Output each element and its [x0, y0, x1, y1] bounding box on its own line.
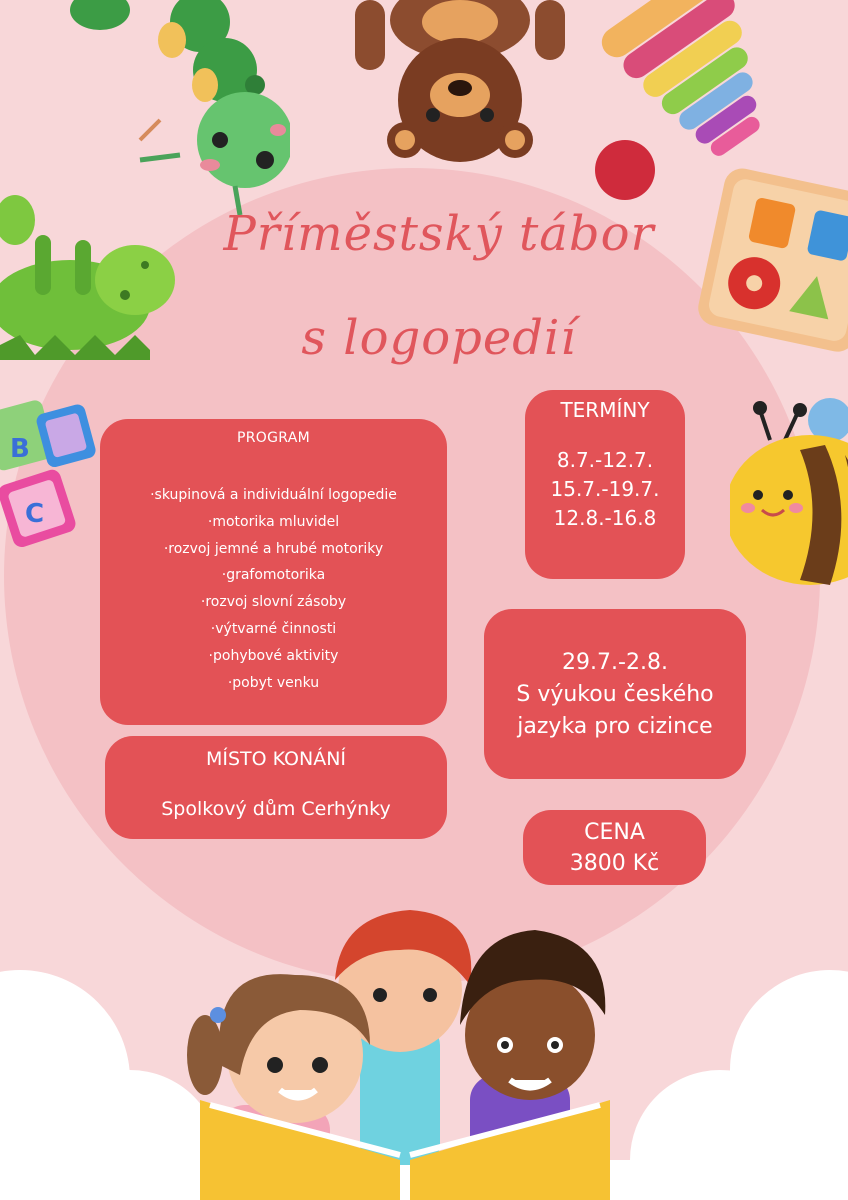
special-term-line-2: jazyka pro cizince [517, 714, 713, 739]
program-item: · motorika mluvidel [100, 509, 447, 536]
teddy-bear-illustration [355, 0, 565, 165]
alphabet-blocks-illustration [0, 395, 100, 555]
special-term-line-1: S výukou českého [516, 682, 714, 707]
venue-card [105, 736, 447, 839]
block-letter-c: C [25, 499, 45, 529]
venue-heading: MÍSTO KONÁNÍ [205, 748, 347, 770]
program-item: · grafomotorika [100, 562, 447, 589]
program-item: · skupinová a individuální logopedie [100, 482, 447, 509]
program-heading: PROGRAM [237, 430, 310, 446]
date-item: 8.7.-12.7. [556, 448, 654, 472]
program-list [100, 482, 447, 696]
price-heading: CENA [584, 820, 645, 845]
special-term-date: 29.7.-2.8. [562, 650, 668, 675]
special-term-card [484, 609, 746, 779]
title-line-1: Příměstský tábor [223, 206, 655, 262]
terminy-dates [525, 446, 685, 533]
children-reading-illustration [180, 905, 630, 1200]
block-letter-b: B [10, 434, 30, 464]
program-card [100, 419, 447, 725]
date-item: 15.7.-19.7. [550, 477, 660, 501]
program-item: · pobyt venku [100, 670, 447, 697]
price-card [523, 810, 706, 885]
price-value: 3800 Kč [569, 851, 660, 876]
title-line-2: s logopedií [301, 310, 577, 366]
date-item: 12.8.-16.8 [553, 506, 657, 530]
venue-value: Spolkový dům Cerhýnky [161, 798, 391, 820]
program-item: · výtvarné činnosti [100, 616, 447, 643]
program-item: · rozvoj jemné a hrubé motoriky [100, 536, 447, 563]
terminy-heading: TERMÍNY [560, 398, 650, 422]
program-item: · rozvoj slovní zásoby [100, 589, 447, 616]
program-item: · pohybové aktivity [100, 643, 447, 670]
bee-toy-illustration [730, 390, 848, 605]
terminy-card [525, 390, 685, 579]
